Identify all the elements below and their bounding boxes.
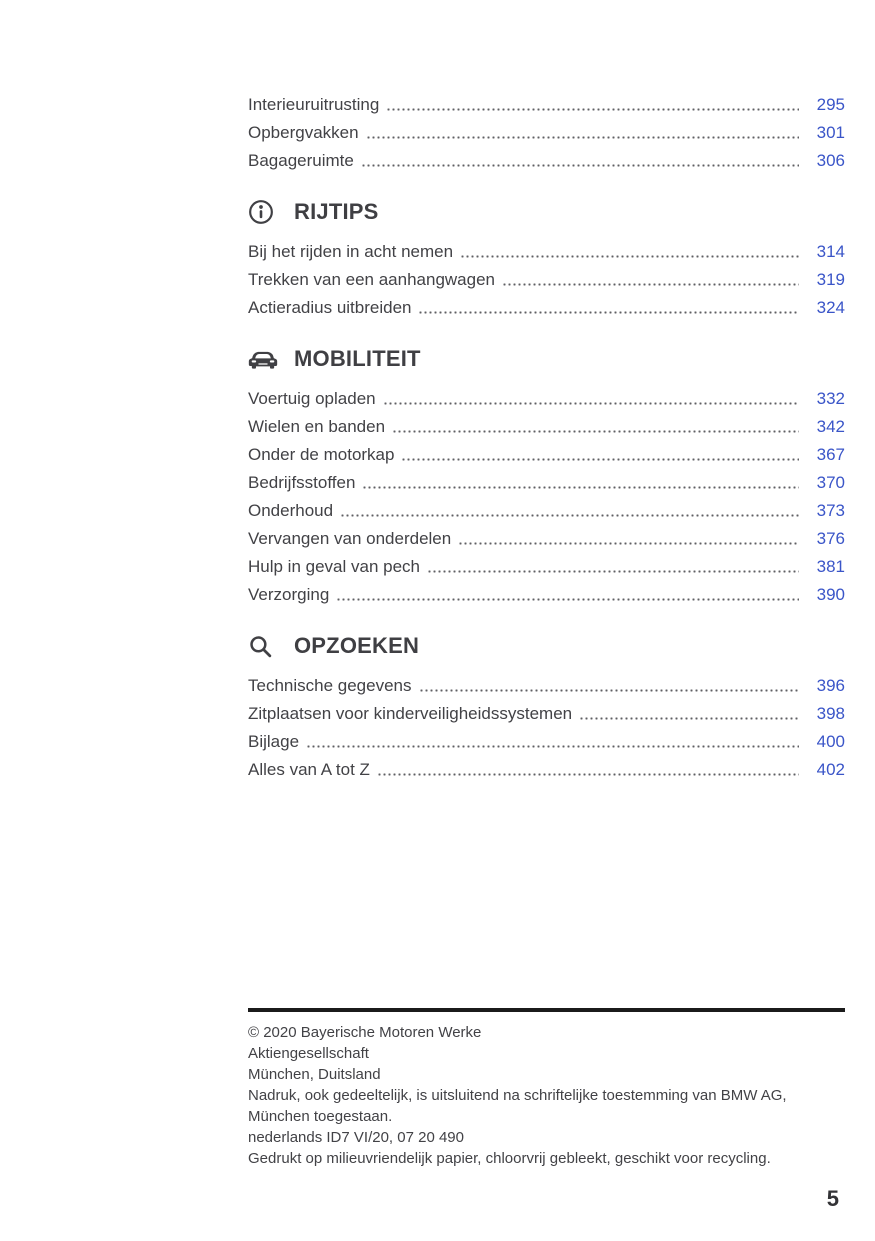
- imprint-location: München, Duitsland: [248, 1066, 381, 1083]
- toc-entry-opbergvakken[interactable]: [248, 124, 845, 141]
- toc-entry-page: 332: [816, 389, 845, 408]
- imprint-company: Aktiengesellschaft: [248, 1045, 369, 1062]
- dot-leader: [377, 772, 799, 777]
- toc-entry-label: Onder de motorkap: [248, 445, 395, 464]
- dot-leader: [502, 282, 799, 287]
- page-number: 5: [826, 1186, 839, 1211]
- toc-entry-page: 301: [816, 123, 845, 142]
- section-title-mobiliteit: MOBILITEIT: [294, 346, 421, 371]
- info-icon: [248, 198, 280, 226]
- dot-leader: [401, 457, 799, 462]
- toc-entry-label: Onderhoud: [248, 501, 334, 520]
- toc-entry-bij-het-rijden[interactable]: [248, 243, 845, 260]
- toc-content: [248, 96, 845, 789]
- toc-entry-label: Vervangen van onderdelen: [248, 529, 452, 548]
- imprint-document-id: nederlands ID7 VI/20, 07 20 490: [248, 1129, 464, 1146]
- toc-entry-page: 306: [816, 151, 845, 170]
- toc-entry-actieradius[interactable]: [248, 299, 845, 316]
- car-icon: [248, 345, 280, 373]
- dot-leader: [392, 429, 799, 434]
- section-header-rijtips: [248, 195, 845, 229]
- imprint-footer: [248, 1008, 845, 1169]
- toc-entry-label: Technische gegevens: [248, 676, 412, 695]
- toc-entry-page: 396: [816, 676, 845, 695]
- dot-leader: [383, 401, 799, 406]
- toc-entry-page: 402: [816, 760, 845, 779]
- toc-entry-label: Hulp in geval van pech: [248, 557, 421, 576]
- dot-leader: [427, 569, 799, 574]
- toc-entry-interieuruitrusting[interactable]: [248, 96, 845, 113]
- toc-entry-label: Bagageruimte: [248, 151, 354, 170]
- dot-leader: [579, 716, 799, 721]
- dot-leader: [336, 597, 799, 602]
- toc-entry-page: 373: [816, 501, 845, 520]
- toc-entry-vervangen-onderdelen[interactable]: [248, 530, 845, 547]
- toc-entry-bagageruimte[interactable]: [248, 152, 845, 169]
- toc-entry-label: Trekken van een aanhangwagen: [248, 270, 495, 289]
- section-title-opzoeken: OPZOEKEN: [294, 633, 420, 658]
- toc-entry-page: 319: [816, 270, 845, 289]
- toc-entry-trekken-aanhangwagen[interactable]: [248, 271, 845, 288]
- toc-entry-page: 370: [816, 473, 845, 492]
- footer-rule: [248, 1008, 845, 1012]
- toc-entry-page: 295: [816, 95, 845, 114]
- toc-entry-label: Verzorging: [248, 585, 330, 604]
- toc-entry-label: Bijlage: [248, 732, 300, 751]
- imprint-paper-notice: Gedrukt op milieuvriendelijk papier, chloorvrij gebleekt, geschikt voor recycling.: [248, 1150, 771, 1167]
- dot-leader: [386, 107, 799, 112]
- toc-entry-zitplaatsen-kinderveiligheid[interactable]: [248, 705, 845, 722]
- dot-leader: [460, 254, 799, 259]
- toc-entry-page: 381: [816, 557, 845, 576]
- toc-entry-label: Opbergvakken: [248, 123, 359, 142]
- toc-entry-onderhoud[interactable]: [248, 502, 845, 519]
- toc-entry-page: 376: [816, 529, 845, 548]
- dot-leader: [458, 541, 799, 546]
- dot-leader: [340, 513, 799, 518]
- search-icon: [248, 632, 280, 660]
- dot-leader: [306, 744, 799, 749]
- toc-entry-hulp-pech[interactable]: [248, 558, 845, 575]
- toc-entry-technische-gegevens[interactable]: [248, 677, 845, 694]
- dot-leader: [361, 163, 799, 168]
- dot-leader: [366, 135, 799, 140]
- toc-entry-bijlage[interactable]: [248, 733, 845, 750]
- toc-entry-page: 324: [816, 298, 845, 317]
- toc-entry-label: Voertuig opladen: [248, 389, 376, 408]
- toc-entry-verzorging[interactable]: [248, 586, 845, 603]
- toc-entry-label: Wielen en banden: [248, 417, 386, 436]
- toc-entry-wielen-banden[interactable]: [248, 418, 845, 435]
- toc-entry-voertuig-opladen[interactable]: [248, 390, 845, 407]
- toc-entry-page: 367: [816, 445, 845, 464]
- toc-entry-page: 398: [816, 704, 845, 723]
- dot-leader: [419, 688, 799, 693]
- toc-entry-label: Bij het rijden in acht nemen: [248, 242, 454, 261]
- toc-entry-onder-motorkap[interactable]: [248, 446, 845, 463]
- toc-entry-label: Zitplaatsen voor kinderveiligheidssystemen: [248, 704, 573, 723]
- toc-entry-alles-a-tot-z[interactable]: [248, 761, 845, 778]
- toc-entry-label: Alles van A tot Z: [248, 760, 370, 779]
- section-header-opzoeken: [248, 629, 845, 663]
- imprint-reprint-notice: Nadruk, ook gedeeltelijk, is uitsluitend na schriftelijke toestemming van BMW AG, München toegestaan.: [248, 1087, 787, 1125]
- dot-leader: [418, 310, 799, 315]
- section-header-mobiliteit: [248, 342, 845, 376]
- toc-entry-page: 342: [816, 417, 845, 436]
- section-title-rijtips: RIJTIPS: [294, 199, 379, 224]
- toc-entry-page: 400: [816, 732, 845, 751]
- toc-entry-bedrijfsstoffen[interactable]: [248, 474, 845, 491]
- toc-entry-page: 390: [816, 585, 845, 604]
- toc-entry-label: Bedrijfsstoffen: [248, 473, 356, 492]
- imprint-copyright: © 2020 Bayerische Motoren Werke: [248, 1024, 482, 1041]
- toc-entry-label: Interieuruitrusting: [248, 95, 380, 114]
- toc-entry-page: 314: [816, 242, 845, 261]
- toc-entry-label: Actieradius uitbreiden: [248, 298, 412, 317]
- dot-leader: [362, 485, 799, 490]
